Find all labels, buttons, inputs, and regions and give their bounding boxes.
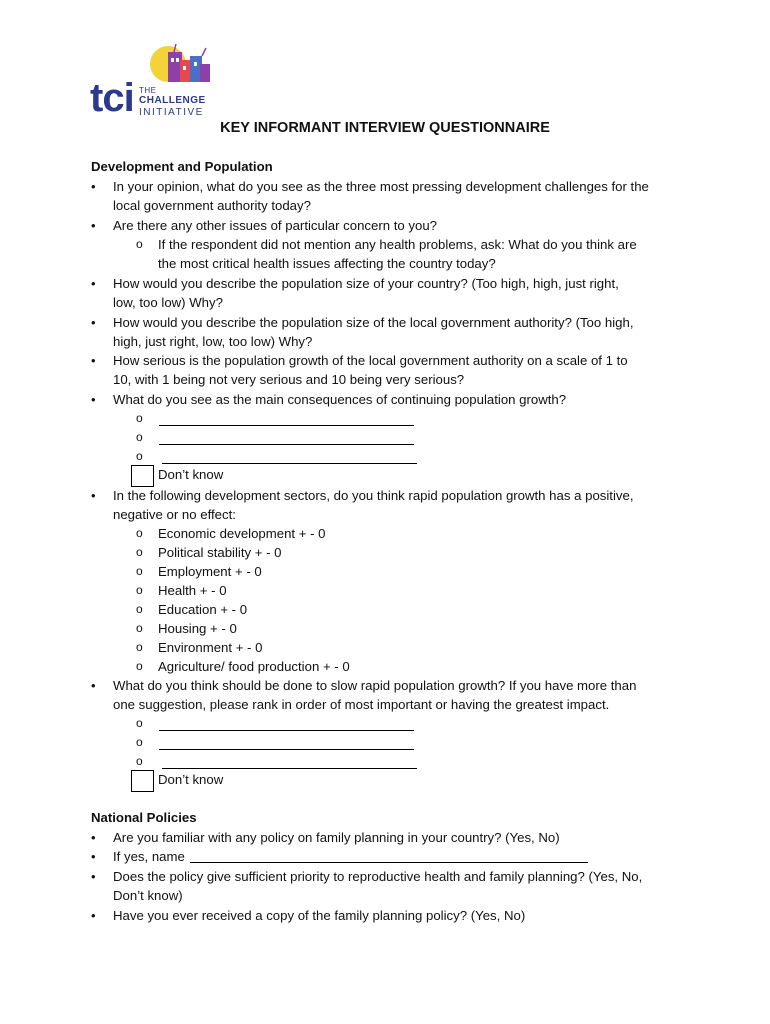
bullet-icon: • (91, 218, 96, 233)
sub-bullet-icon: o (136, 583, 143, 597)
sector-item: Environment + - 0 (158, 640, 263, 655)
tci-logo (90, 42, 230, 120)
question-text: Have you ever received a copy of the family planning policy? (Yes, No) (113, 908, 526, 923)
sector-item: Economic development + - 0 (158, 526, 326, 541)
bullet-icon: • (91, 315, 96, 330)
sector-item: Agriculture/ food production + - 0 (158, 659, 350, 674)
bullet-icon: • (91, 678, 96, 693)
question-text: What do you think should be done to slow rapid population growth? If you have more than (113, 678, 637, 693)
sub-bullet-icon: o (136, 602, 143, 616)
question-text: How would you describe the population size of the local government authority? (Too high, (113, 315, 634, 330)
logo-initiative-text: INITIATIVE (139, 107, 204, 118)
question-text: How serious is the population growth of the local government authority on a scale of 1 to (113, 353, 628, 368)
dont-know-checkbox[interactable] (131, 465, 154, 487)
bullet-icon: • (91, 849, 96, 864)
dont-know-checkbox[interactable] (131, 770, 154, 792)
question-text: high, just right, low, too low) Why? (113, 334, 313, 349)
bullet-icon: • (91, 869, 96, 884)
answer-blank-line[interactable] (162, 768, 417, 769)
question-text: local government authority today? (113, 198, 311, 213)
section-title-national-policies: National Policies (91, 810, 197, 825)
bullet-icon: • (91, 908, 96, 923)
sub-bullet-icon: o (136, 237, 143, 251)
checkbox-label: Don’t know (158, 467, 224, 482)
sector-item: Health + - 0 (158, 583, 227, 598)
question-text: Don’t know) (113, 888, 183, 903)
sub-item-text: the most critical health issues affecting the country today? (158, 256, 496, 271)
sub-bullet-icon: o (136, 411, 143, 425)
checkbox-label: Don’t know (158, 772, 224, 787)
question-text: low, too low) Why? (113, 295, 223, 310)
sub-bullet-icon: o (136, 564, 143, 578)
policy-name-field[interactable] (190, 862, 588, 863)
question-text: In the following development sectors, do you think rapid population growth has a positive, (113, 488, 634, 503)
sub-bullet-icon: o (136, 430, 143, 444)
sub-bullet-icon: o (136, 735, 143, 749)
sub-bullet-icon: o (136, 621, 143, 635)
question-text: If yes, name (113, 849, 185, 864)
question-text: Are you familiar with any policy on family planning in your country? (Yes, No) (113, 830, 560, 845)
sub-bullet-icon: o (136, 754, 143, 768)
answer-blank-line[interactable] (159, 730, 414, 731)
question-text: one suggestion, please rank in order of most important or having the greatest impact. (113, 697, 610, 712)
question-text: negative or no effect: (113, 507, 236, 522)
answer-blank-line[interactable] (159, 444, 414, 445)
sub-bullet-icon: o (136, 545, 143, 559)
question-text: What do you see as the main consequences of continuing population growth? (113, 392, 567, 407)
question-text: Are there any other issues of particular concern to you? (113, 218, 438, 233)
bullet-icon: • (91, 276, 96, 291)
bullet-icon: • (91, 488, 96, 503)
logo-tci-text: tci (90, 76, 134, 120)
sector-item: Housing + - 0 (158, 621, 237, 636)
bullet-icon: • (91, 830, 96, 845)
logo-the-text: THE (139, 86, 157, 95)
bullet-icon: • (91, 353, 96, 368)
logo-challenge-text: CHALLENGE (139, 95, 206, 106)
sector-item: Education + - 0 (158, 602, 248, 617)
sub-item-text: If the respondent did not mention any health problems, ask: What do you think are (158, 237, 637, 252)
answer-blank-line[interactable] (159, 425, 414, 426)
sub-bullet-icon: o (136, 716, 143, 730)
answer-blank-line[interactable] (162, 463, 417, 464)
page-title: KEY INFORMANT INTERVIEW QUESTIONNAIRE (220, 120, 550, 136)
bullet-icon: • (91, 392, 96, 407)
section-title-development: Development and Population (91, 159, 273, 174)
sub-bullet-icon: o (136, 659, 143, 673)
bullet-icon: • (91, 179, 96, 194)
sub-bullet-icon: o (136, 449, 143, 463)
question-text: 10, with 1 being not very serious and 10 being very serious? (113, 372, 465, 387)
question-text: Does the policy give sufficient priority to reproductive health and family planning? (Yes, No, (113, 869, 643, 884)
sub-bullet-icon: o (136, 526, 143, 540)
answer-blank-line[interactable] (159, 749, 414, 750)
question-text: How would you describe the population size of your country? (Too high, high, just right, (113, 276, 619, 291)
sector-item: Political stability + - 0 (158, 545, 282, 560)
sub-bullet-icon: o (136, 640, 143, 654)
question-text: In your opinion, what do you see as the three most pressing development challenges for the (113, 179, 649, 194)
sector-item: Employment + - 0 (158, 564, 262, 579)
